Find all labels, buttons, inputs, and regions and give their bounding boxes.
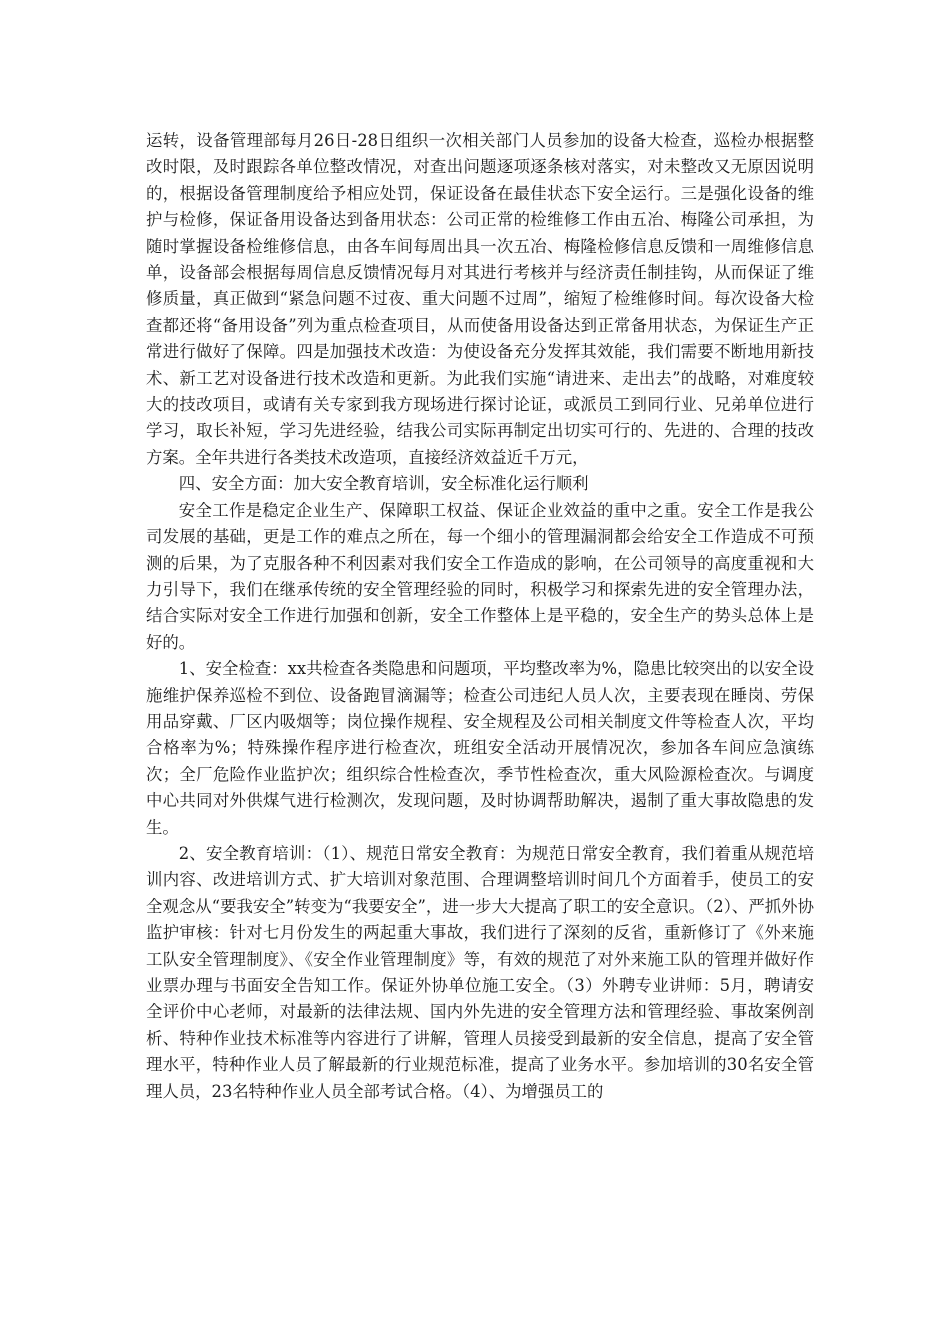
paragraph-safety-training: 2、安全教育培训：（1）、规范日常安全教育：为规范日常安全教育，我们着重从规范培训内容、改进培训方式、扩大培训对象范围、合理调整培训时间几个方面着手，使员工的安全观念从“要我安全”转变为“我要安全”，进一步大大提高了职工的安全意识。（2）、严抓外协监护审核：针对七月份发生的两起重大事故，我们进行了深刻的反省，重新修订了《外来施工队安全管理制度》、《安全作业管理制度》等，有效的规范了对外来施工队的管理并做好作业票办理与书面安全告知工作。保证外协单位施工安全。（3）外聘专业讲师：5月，聘请安全评价中心老师，对最新的法律法规、国内外先进的安全管理方法和管理经验、事故案例剖析、特种作业技术标准等内容进行了讲解，管理人员接受到最新的安全信息，提高了安全管理水平，特种作业人员了解最新的行业规范标准，提高了业务水平。参加培训的30名安全管理人员，23名特种作业人员全部考试合格。（4）、为增强员工的 (146, 843, 814, 1101)
paragraph-safety-intro: 安全工作是稳定企业生产、保障职工权益、保证企业效益的重中之重。安全工作是我公司发展的基础，更是工作的难点之所在，每一个细小的管理漏洞都会给安全工作造成不可预测的后果，为了克服各种不利因素对我们安全工作造成的影响，在公司领导的高度重视和大力引导下，我们在继承传统的安全管理经验的同时，积极学习和探索先进的安全管理办法，结合实际对安全工作进行加强和创新，安全工作整体上是平稳的，安全生产的势头总体上是好的。 (146, 500, 814, 652)
section-heading-safety: 四、安全方面：加大安全教育培训，安全标准化运行顺利 (178, 474, 589, 494)
paragraph-safety-inspection: 1、安全检查：xx共检查各类隐患和问题项，平均整改率为%，隐患比较突出的以安全设施维护保养巡检不到位、设备跑冒滴漏等；检查公司违纪人员人次，主要表现在睡岗、劳保用品穿戴、厂区内吸烟等；岗位操作规程、安全规程及公司相关制度文件等检查人次，平均合格率为%；特殊操作程序进行检查次，班组安全活动开展情况次，参加各车间应急演练次；全厂危险作业监护次；组织综合性检查次，季节性检查次，重大风险源检查次。与调度中心共同对外供煤气进行检测次，发现问题，及时协调帮助解决，遏制了重大事故隐患的发生。 (146, 659, 814, 837)
document-body (146, 128, 814, 1105)
paragraph-equipment-maintenance: 运转，设备管理部每月26日-28日组织一次相关部门人员参加的设备大检查，巡检办根据整改时限，及时跟踪各单位整改情况，对查出问题逐项逐条核对落实，对未整改又无原因说明的，根据设备管理制度给予相应处罚，保证设备在最佳状态下安全运行。三是强化设备的维护与检修，保证备用设备达到备用状态：公司正常的检维修工作由五冶、梅隆公司承担，为随时掌握设备检维修信息，由各车间每周出具一次五冶、梅隆检修信息反馈和一周维修信息单，设备部会根据每周信息反馈情况每月对其进行考核并与经济责任制挂钩，从而保证了维修质量，真正做到“紧急问题不过夜、重大问题不过周”，缩短了检维修时间。每次设备大检查都还将“备用设备”列为重点检查项目，从而使备用设备达到正常备用状态，为保证生产正常进行做好了保障。四是加强技术改造：为使设备充分发挥其效能，我们需要不断地用新技术、新工艺对设备进行技术改造和更新。为此我们实施“请进来、走出去”的战略，对难度较大的技改项目，或请有关专家到我方现场进行探讨论证，或派员工到同行业、兄弟单位进行学习，取长补短，学习先进经验，结我公司实际再制定出切实可行的、先进的、合理的技改方案。全年共进行各类技术改造项，直接经济效益近千万元， (146, 131, 814, 467)
